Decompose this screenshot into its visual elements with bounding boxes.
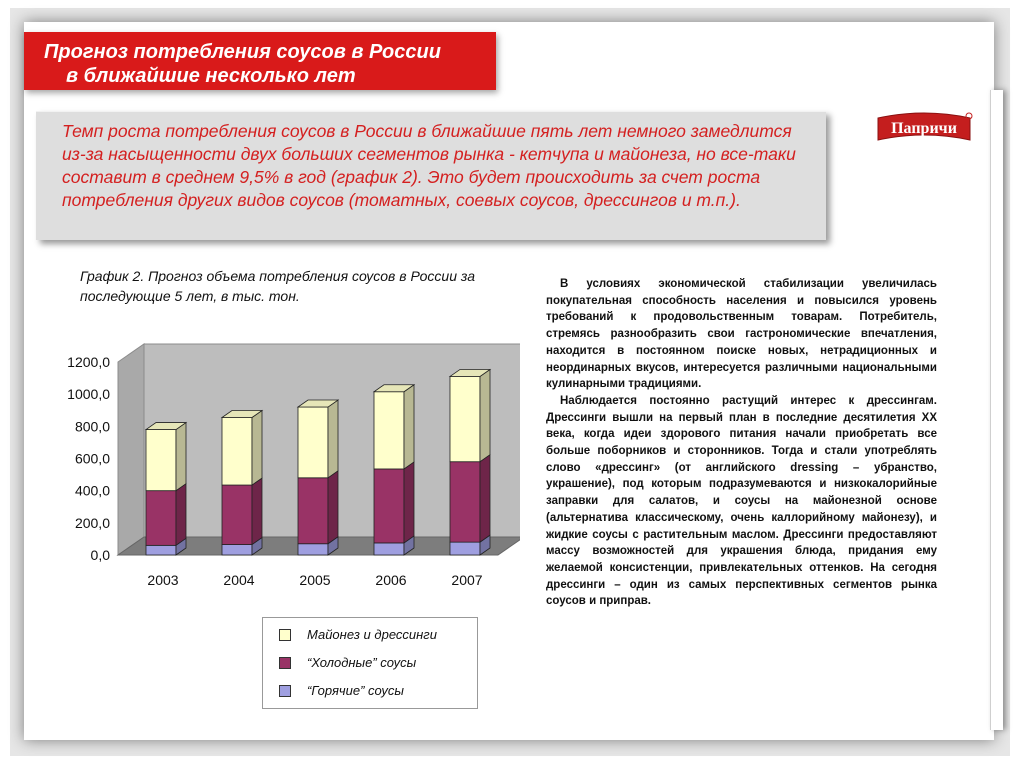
body-paragraph-1: В условиях экономической стабилизации увеличилась покупательная способность населения и повысился уровень требований к продовольственным товарам. Потребитель, стремясь разнообразить свои гастрономические впечатления, находится в постоянном поиске новых, нетрадиционных и неординарных вкусов, интересуется различными национальными кулинарными традициями. [546,278,937,391]
bar-segment-side [252,478,262,545]
body-text [546,276,937,610]
bar-segment-side [328,471,338,544]
title-banner [24,32,496,90]
y-tick-label: 800,0 [74,418,110,435]
bar-segment [374,392,404,469]
chart-side-wall [118,344,144,555]
bar-segment-side [480,369,490,461]
bar-segment [222,417,252,485]
body-paragraph-2: Наблюдается постоянно растущий интерес к дрессингам. Дрессинги вышли на первый план в последние десятилетия XX века, когда идеи здорового питания начали приобретать все больше поборников и сторонников. Тогда и стали употреблять слово «дрессинг» (от английского dressing – убранство, украшение), под которым подразумеваются и низкокалорийные заправки для салатов, и соусы на майонезной основе (альтернатива классическому, очень каллорийному майонезу), и жидкие соусы с растительным маслом. Дрессинги предоставляют массу возможностей для украшения блюда, придания ему желаемой консистенции, привлекательных оттенков. На сегодня дрессинги – один из самых перспективных сегментов рынка соусов и приправ. [546,394,937,608]
intro-text: Темп роста потребления соусов в России в ближайшие пять лет немного замедлится из-за насыщенности двух больших сегментов рынка - кетчупа и майонеза, но все-таки составит в среднем 9,5% в год (график 2). Это будет происходить за счет роста потребления других видов соусов (томатных, соевых соусов, дрессингов и т.п.). [62,121,796,210]
title-line-2: в ближайшие несколько лет [66,65,356,87]
x-tick-label: 2007 [451,572,483,588]
bar-segment [450,542,480,555]
bar-segment-side [480,455,490,542]
legend-label: “Горячие” соусы [307,683,404,698]
title-line-1: Прогноз потребления соусов в России [44,41,441,63]
bar-segment [298,544,328,555]
bar-segment [222,485,252,545]
stacked-bar-chart [40,335,520,605]
legend-swatch [279,657,291,669]
bar-segment [146,491,176,546]
bar-segment-side [176,484,186,546]
legend-swatch [279,685,291,697]
bar-segment [298,478,328,544]
bar-segment [374,469,404,543]
legend-label: “Холодные” соусы [307,655,417,670]
y-tick-label: 0,0 [90,547,110,563]
bar-segment-side [328,400,338,478]
x-tick-label: 2006 [375,572,407,588]
bar-segment-side [404,385,414,469]
legend-label: Майонез и дрессинги [307,627,437,642]
y-tick-label: 1200,0 [67,354,110,370]
x-tick-label: 2005 [299,572,331,588]
y-tick-label: 600,0 [74,450,110,467]
bar-segment [146,430,176,491]
y-tick-label: 400,0 [74,482,110,499]
bar-segment [374,543,404,555]
page-fold [990,90,1003,730]
legend-swatch [279,629,291,641]
y-tick-label: 200,0 [74,514,110,531]
bar-segment [450,462,480,542]
y-tick-label: 1000,0 [67,386,110,403]
bar-segment-side [176,423,186,491]
bar-segment [146,545,176,555]
x-tick-label: 2004 [223,572,255,588]
x-tick-label: 2003 [147,572,179,588]
intro-box [36,111,826,240]
bar-segment-side [252,410,262,485]
bar-segment [450,376,480,461]
bar-segment [298,407,328,478]
logo-text: Папричи [891,120,957,137]
bar-segment-side [404,462,414,543]
bar-segment [222,545,252,555]
chart-caption: График 2. Прогноз объема потребления соусов в России за последующие 5 лет, в тыс. тон. [80,268,476,304]
brand-logo [874,110,974,146]
chart-legend [262,617,478,709]
